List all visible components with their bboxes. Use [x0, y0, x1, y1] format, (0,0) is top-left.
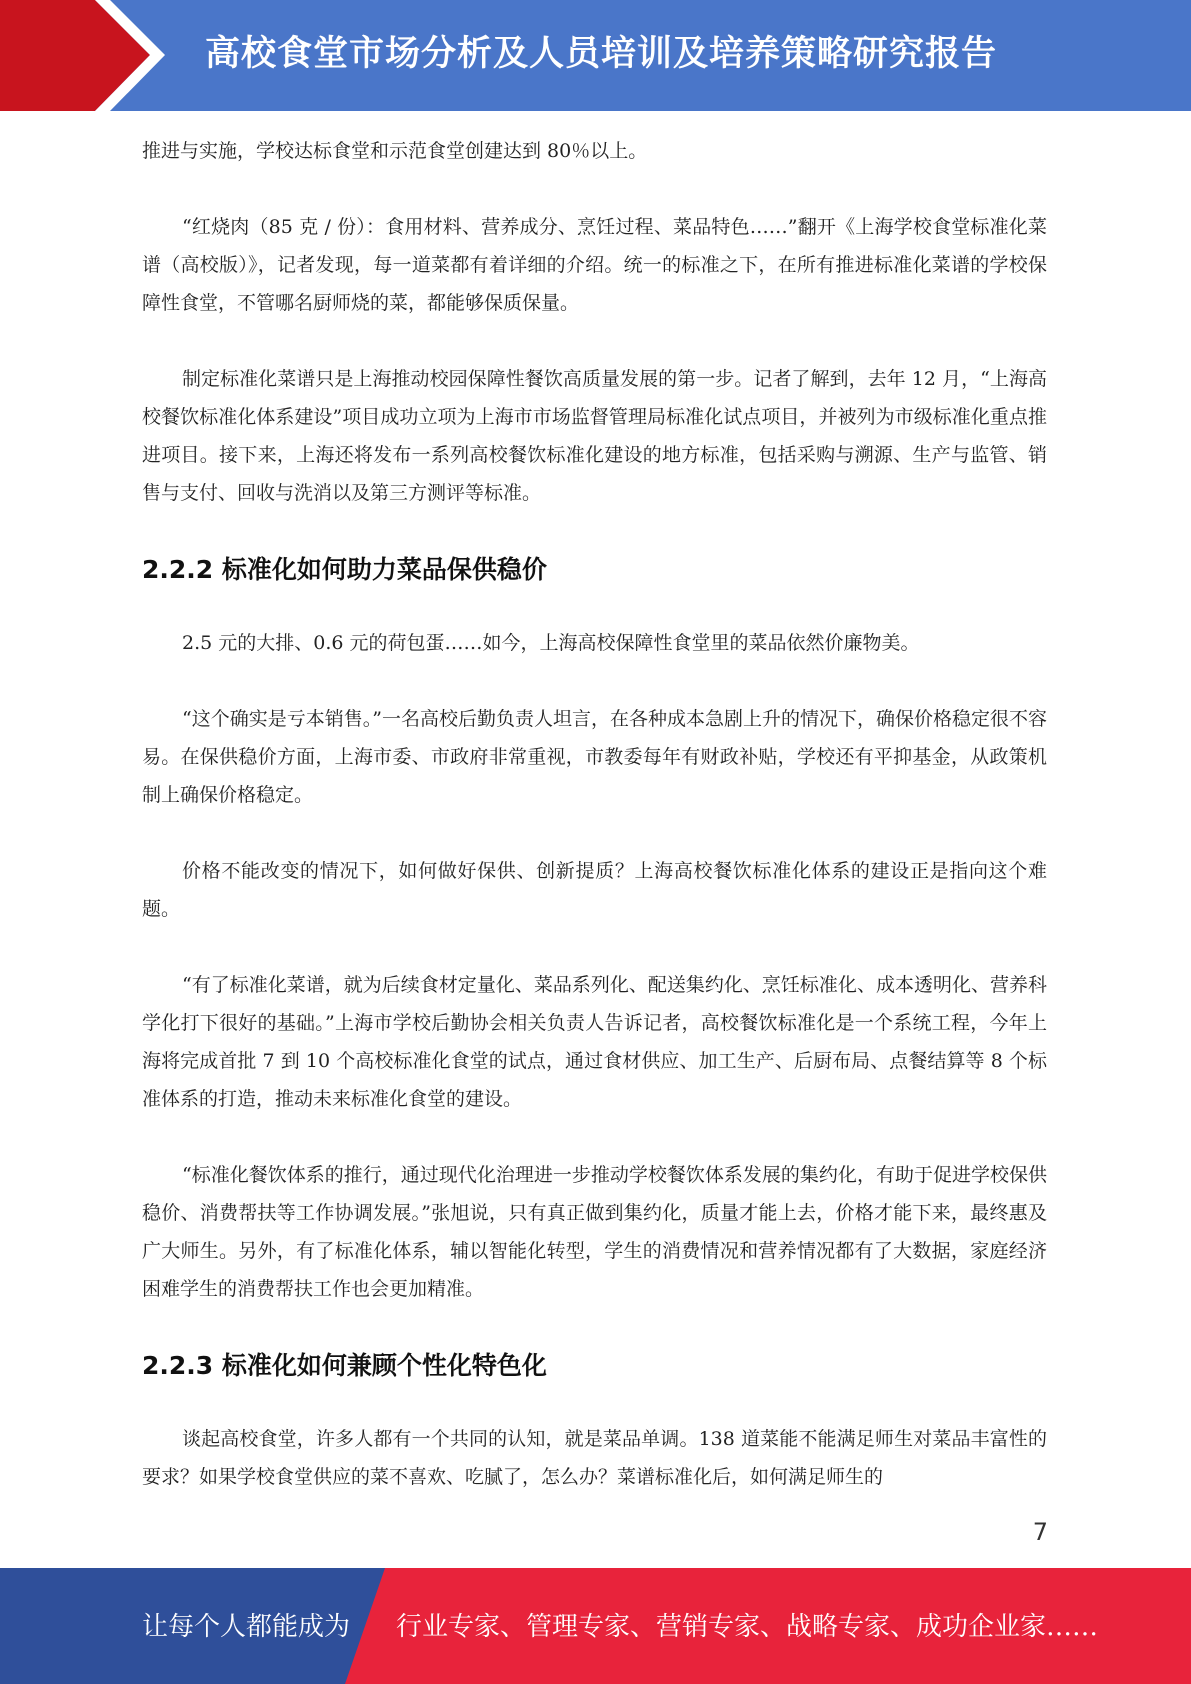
paragraph: “红烧肉（85 克 / 份）：食用材料、营养成分、烹饪过程、菜品特色……”翻开《上海学校食堂标准化菜谱（高校版）》，记者发现，每一道菜都有着详细的介绍。统一的标准之下，在所有推进标准化菜谱的学校保障性食堂，不管哪名厨师烧的菜，都能够保质保量。 — [142, 216, 1047, 314]
section-heading: 2.2.2 标准化如何助力菜品保供稳价 — [142, 555, 547, 584]
paragraph: 推进与实施，学校达标食堂和示范食堂创建达到 80％以上。 — [142, 140, 648, 162]
paragraph: “这个确实是亏本销售。”一名高校后勤负责人坦言，在各种成本急剧上升的情况下，确保价格稳定很不容易。在保供稳价方面，上海市委、市政府非常重视，市教委每年有财政补贴，学校还有平抑基金，从政策机制上确保价格稳定。 — [142, 708, 1047, 806]
paragraph: 谈起高校食堂，许多人都有一个共同的认知，就是菜品单调。138 道菜能不能满足师生对菜品丰富性的要求？如果学校食堂供应的菜不喜欢、吃腻了，怎么办？菜谱标准化后，如何满足师生的 — [142, 1428, 1047, 1488]
paragraph: “有了标准化菜谱，就为后续食材定量化、菜品系列化、配送集约化、烹饪标准化、成本透明化、营养科学化打下很好的基础。”上海市学校后勤协会相关负责人告诉记者，高校餐饮标准化是一个系统工程，今年上海将完成首批 7 到 10 个高校标准化食堂的试点，通过食材供应、加工生产、后厨布局、点餐结算等 8 个标准体系的打造，推动未来标准化食堂的建设。 — [142, 974, 1047, 1110]
paragraph: “标准化餐饮体系的推行，通过现代化治理进一步推动学校餐饮体系发展的集约化，有助于促进学校保供稳价、消费帮扶等工作协调发展。”张旭说，只有真正做到集约化，质量才能上去，价格才能下来，最终惠及广大师生。另外，有了标准化体系，辅以智能化转型，学生的消费情况和营养情况都有了大数据，家庭经济困难学生的消费帮扶工作也会更加精准。 — [142, 1164, 1047, 1300]
page-number: 7 — [1032, 1518, 1048, 1546]
paragraph: 制定标准化菜谱只是上海推动校园保障性餐饮高质量发展的第一步。记者了解到，去年 12 月，“上海高校餐饮标准化体系建设”项目成功立项为上海市市场监督管理局标准化试点项目，并被列为市级标准化重点推进项目。接下来，上海还将发布一系列高校餐饮标准化建设的地方标准，包括采购与溯源、生产与监管、销售与支付、回收与洗消以及第三方测评等标准。 — [142, 368, 1047, 504]
section-heading: 2.2.3 标准化如何兼顾个性化特色化 — [142, 1351, 547, 1380]
header-title: 高校食堂市场分析及人员培训及培养策略研究报告 — [205, 34, 998, 74]
page-header — [0, 0, 1191, 111]
paragraph: 2.5 元的大排、0.6 元的荷包蛋……如今，上海高校保障性食堂里的菜品依然价廉物美。 — [182, 632, 920, 654]
document-body — [142, 132, 1047, 1534]
footer-slogan-left: 让每个人都能成为 — [142, 1612, 351, 1642]
footer-slogan-right: 行业专家、管理专家、营销专家、战略专家、成功企业家…… — [396, 1612, 1099, 1642]
paragraph: 价格不能改变的情况下，如何做好保供、创新提质？上海高校餐饮标准化体系的建设正是指向这个难题。 — [142, 860, 1047, 920]
page-footer — [0, 1568, 1191, 1684]
